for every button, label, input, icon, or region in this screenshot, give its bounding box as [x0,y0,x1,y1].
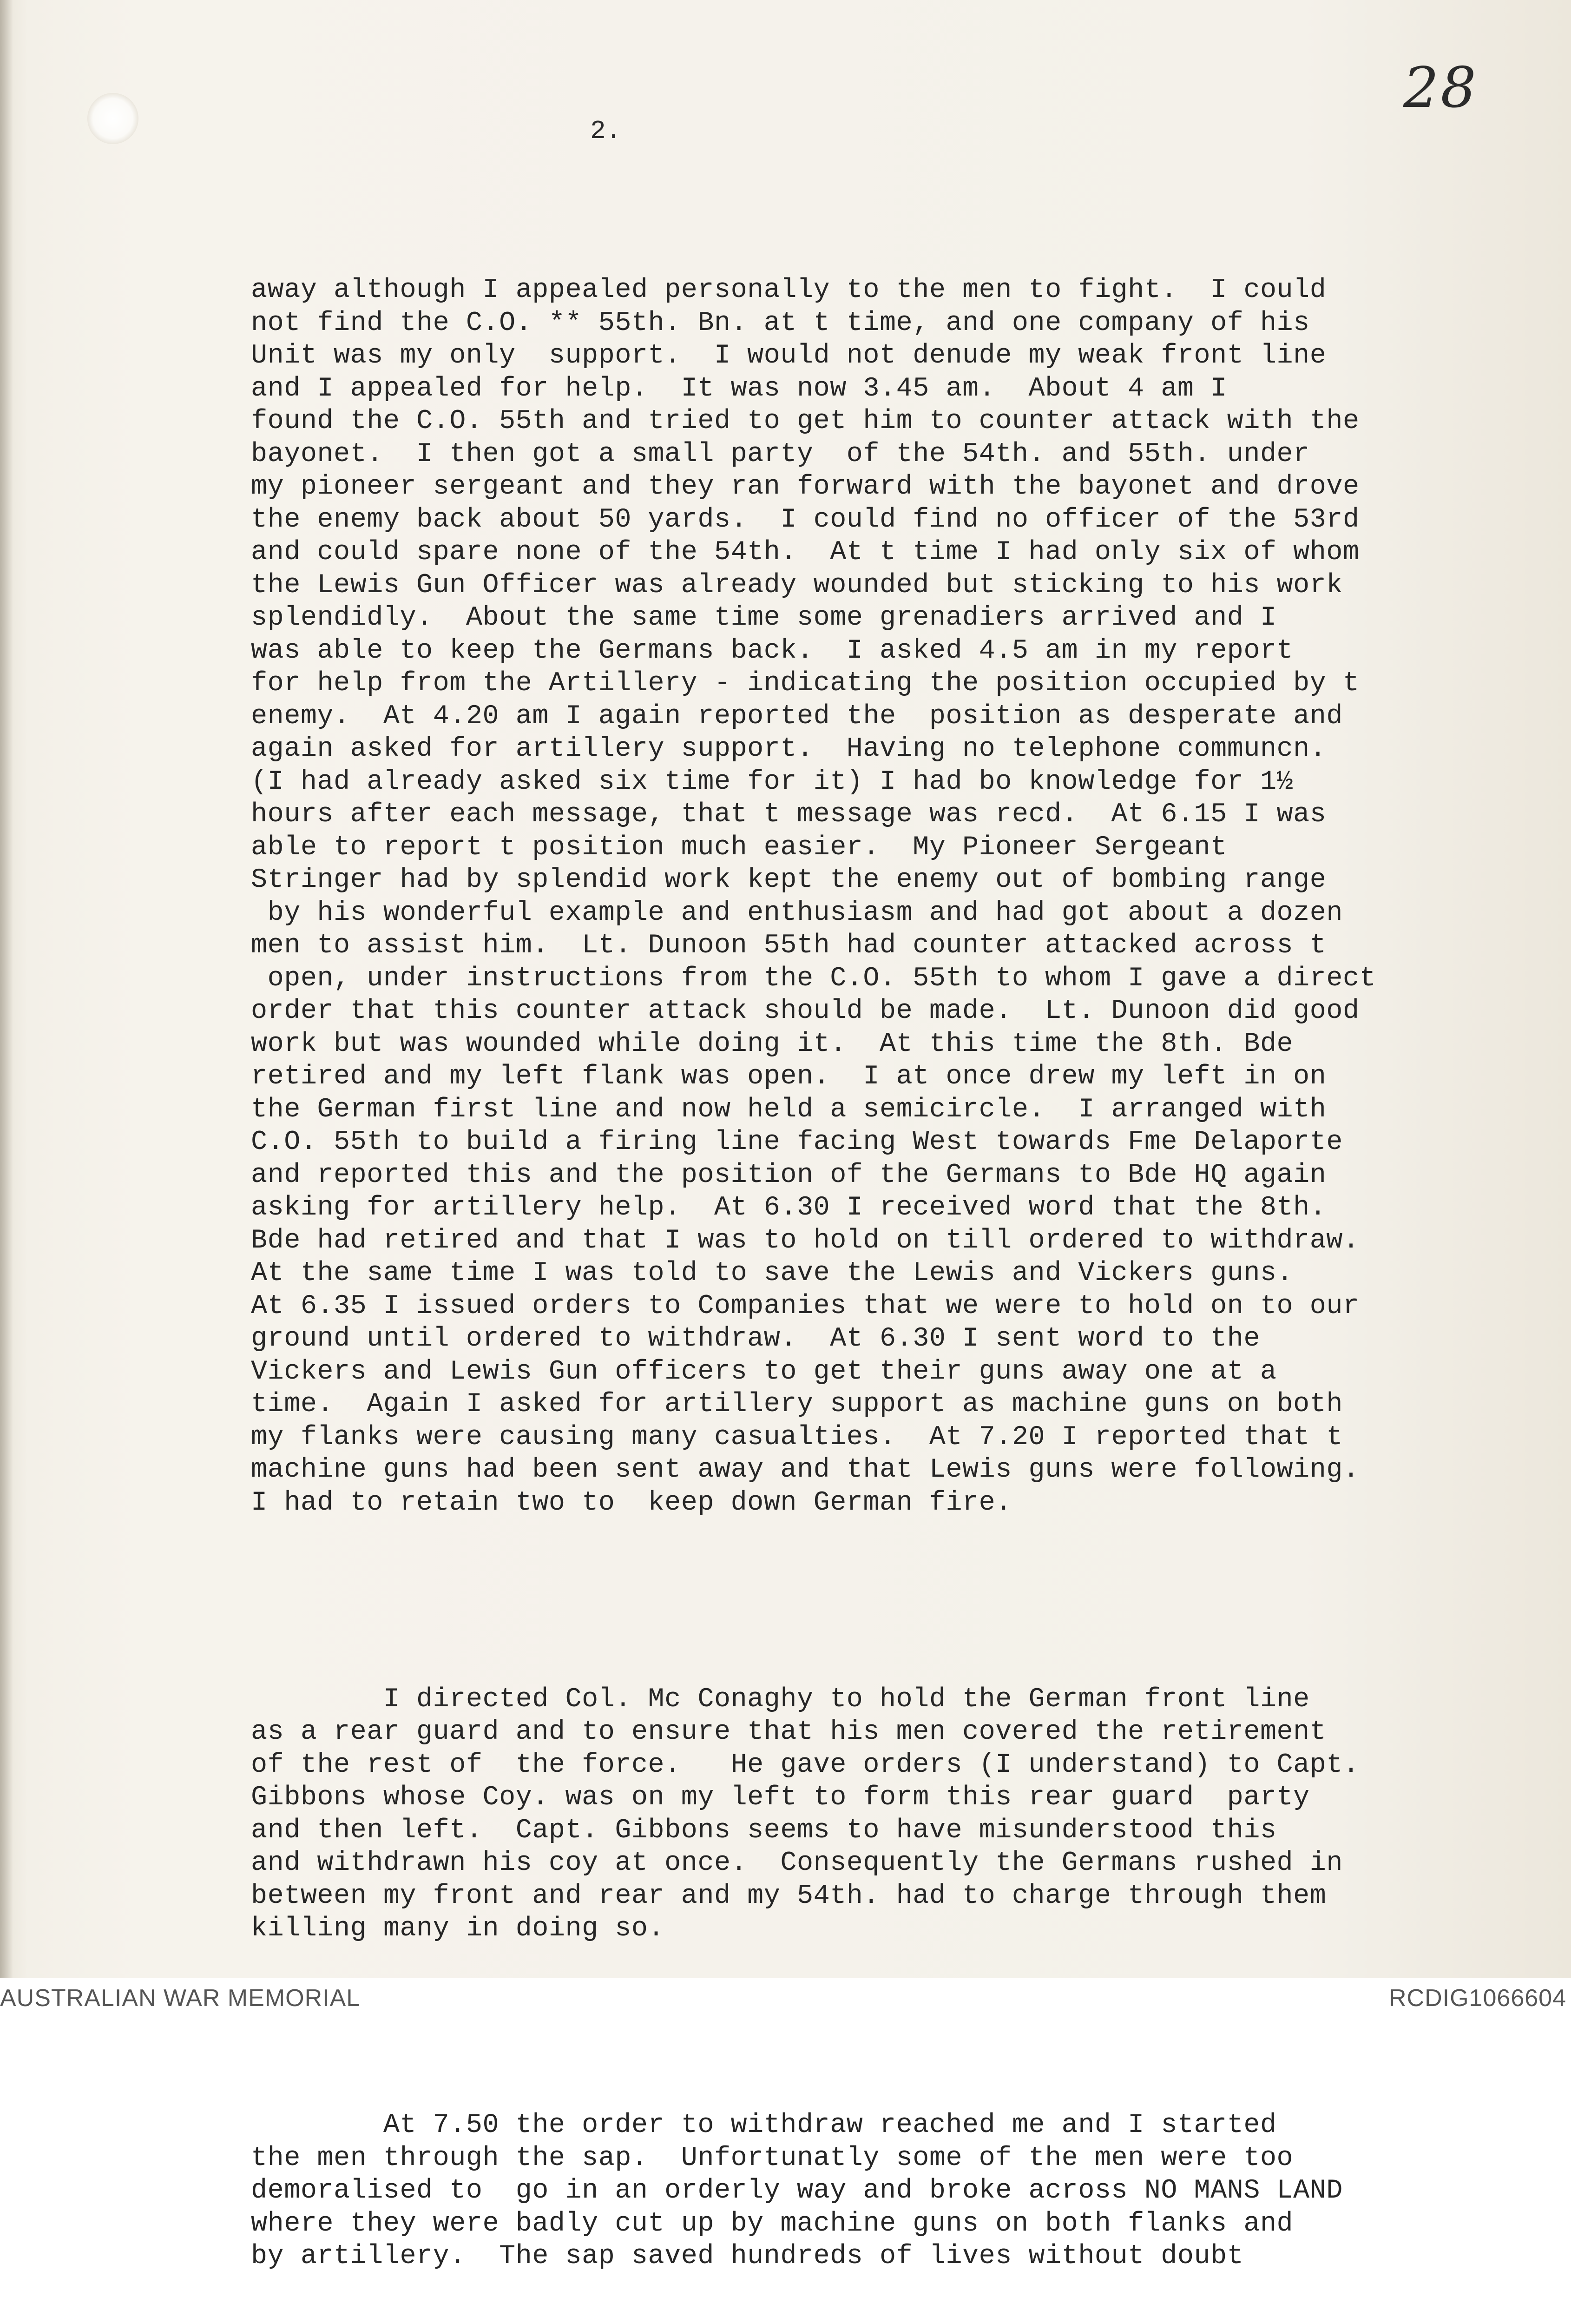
text-line: the enemy back about 50 yards. I could find no officer of the 53rd [251,503,1360,535]
text-line: found the C.O. 55th and tried to get him to counter attack with the [251,405,1360,436]
text-line: the men through the sap. Unfortunatly some of the men were too [251,2142,1294,2173]
text-line: C.O. 55th to build a firing line facing West towards Fme Delaporte [251,1126,1343,1157]
archive-footer-bar [0,1978,1571,2016]
text-line: not find the C.O. ** 55th. Bn. at t time, and one company of his [251,307,1310,338]
text-line: work but was wounded while doing it. At this time the 8th. Bde [251,1028,1294,1059]
text-line: by his wonderful example and enthusiasm and had got about a dozen [251,897,1343,928]
folio-number: 28 [1403,56,1478,120]
text-line: for help from the Artillery - indicating the position occupied by t [251,667,1360,699]
paragraph-1 [251,274,1552,1519]
text-line: enemy. At 4.20 am I again reported the position as desperate and [251,700,1343,732]
text-line: and could spare none of the 54th. At t time I had only six of whom [251,536,1360,568]
text-line: At the same time I was told to save the Lewis and Vickers guns. [251,1257,1294,1288]
text-line: hours after each message, that t message was recd. At 6.15 I was [251,799,1327,830]
page-edge-shadow [0,0,13,1978]
text-line: Bde had retired and that I was to hold on till ordered to withdraw. [251,1224,1360,1256]
text-line: order that this counter attack should be made. Lt. Dunoon did good [251,995,1360,1026]
text-line: At 6.35 I issued orders to Companies that we were to hold on to our [251,1290,1360,1321]
text-line: and withdrawn his coy at once. Consequently the Germans rushed in [251,1847,1343,1878]
text-line: as a rear guard and to ensure that his men covered the retirement [251,1716,1327,1747]
paragraph-gap [251,1585,1552,1618]
text-line: I had to retain two to keep down German fire. [251,1486,1012,1518]
text-line: my pioneer sergeant and they ran forward with the bayonet and drove [251,471,1360,502]
text-line: Stringer had by splendid work kept the enemy out of bombing range [251,864,1327,895]
text-line: again asked for artillery support. Having no telephone communcn. [251,733,1327,764]
text-line: asking for artillery help. At 6.30 I received word that the 8th. [251,1192,1327,1223]
text-line: and then left. Capt. Gibbons seems to have misunderstood this [251,1814,1277,1846]
text-line: bayonet. I then got a small party of the 54th. and 55th. under [251,438,1310,469]
text-line: and I appealed for help. It was now 3.45 am. About 4 am I [251,372,1227,404]
text-line: (I had already asked six time for it) I had bo knowledge for 1½ [251,766,1294,797]
text-line: Unit was my only support. I would not denude my weak front line [251,340,1327,371]
text-line: able to report t position much easier. My Pioneer Sergeant [251,831,1227,863]
text-line: At 7.50 the order to withdraw reached me and I started [251,2109,1277,2140]
text-line: my flanks were causing many casualties. At 7.20 I reported that t [251,1421,1343,1452]
paragraph-2 [251,1683,1552,1945]
text-line: away although I appealed personally to the men to fight. I could [251,274,1327,305]
text-line: men to assist him. Lt. Dunoon 55th had counter attacked across t [251,930,1327,961]
text-line: open, under instructions from the C.O. 55th to whom I gave a direct [251,962,1376,994]
text-line: Gibbons whose Coy. was on my left to form this rear guard party [251,1782,1310,1813]
text-line: the German first line and now held a semicircle. I arranged with [251,1093,1327,1125]
text-line: I directed Col. Mc Conaghy to hold the German front line [251,1683,1310,1715]
text-line: Vickers and Lewis Gun officers to get their guns away one at a [251,1355,1277,1387]
institution-label: AUSTRALIAN WAR MEMORIAL [0,1985,361,2012]
punch-hole [87,93,138,144]
text-line: by artillery. The sap saved hundreds of lives without doubt [251,2240,1244,2271]
text-line: where they were badly cut up by machine guns on both flanks and [251,2207,1294,2239]
text-line: was able to keep the Germans back. I asked 4.5 am in my report [251,634,1294,666]
text-line: and reported this and the position of the Germans to Bde HQ again [251,1159,1327,1190]
text-line: time. Again I asked for artillery support as machine guns on both [251,1388,1343,1419]
record-id-label: RCDIG1066604 [1389,1985,1566,2012]
text-line: demoralised to go in an orderly way and broke across NO MANS LAND [251,2175,1343,2206]
page-number: 2. [590,116,622,146]
text-line: killing many in doing so. [251,1913,665,1944]
text-line: machine guns had been sent away and that Lewis guns were following. [251,1454,1360,1485]
text-line: the Lewis Gun Officer was already wounded but sticking to his work [251,569,1343,601]
text-line: between my front and rear and my 54th. had to charge through them [251,1880,1327,1911]
text-line: of the rest of the force. He gave orders (I understand) to Capt. [251,1749,1360,1780]
text-line: splendidly. About the same time some grenadiers arrived and I [251,602,1277,633]
text-line: ground until ordered to withdraw. At 6.30 I sent word to the [251,1323,1260,1354]
text-line: retired and my left flank was open. I at once drew my left in on [251,1061,1327,1092]
paragraph-3 [251,2109,1552,2273]
